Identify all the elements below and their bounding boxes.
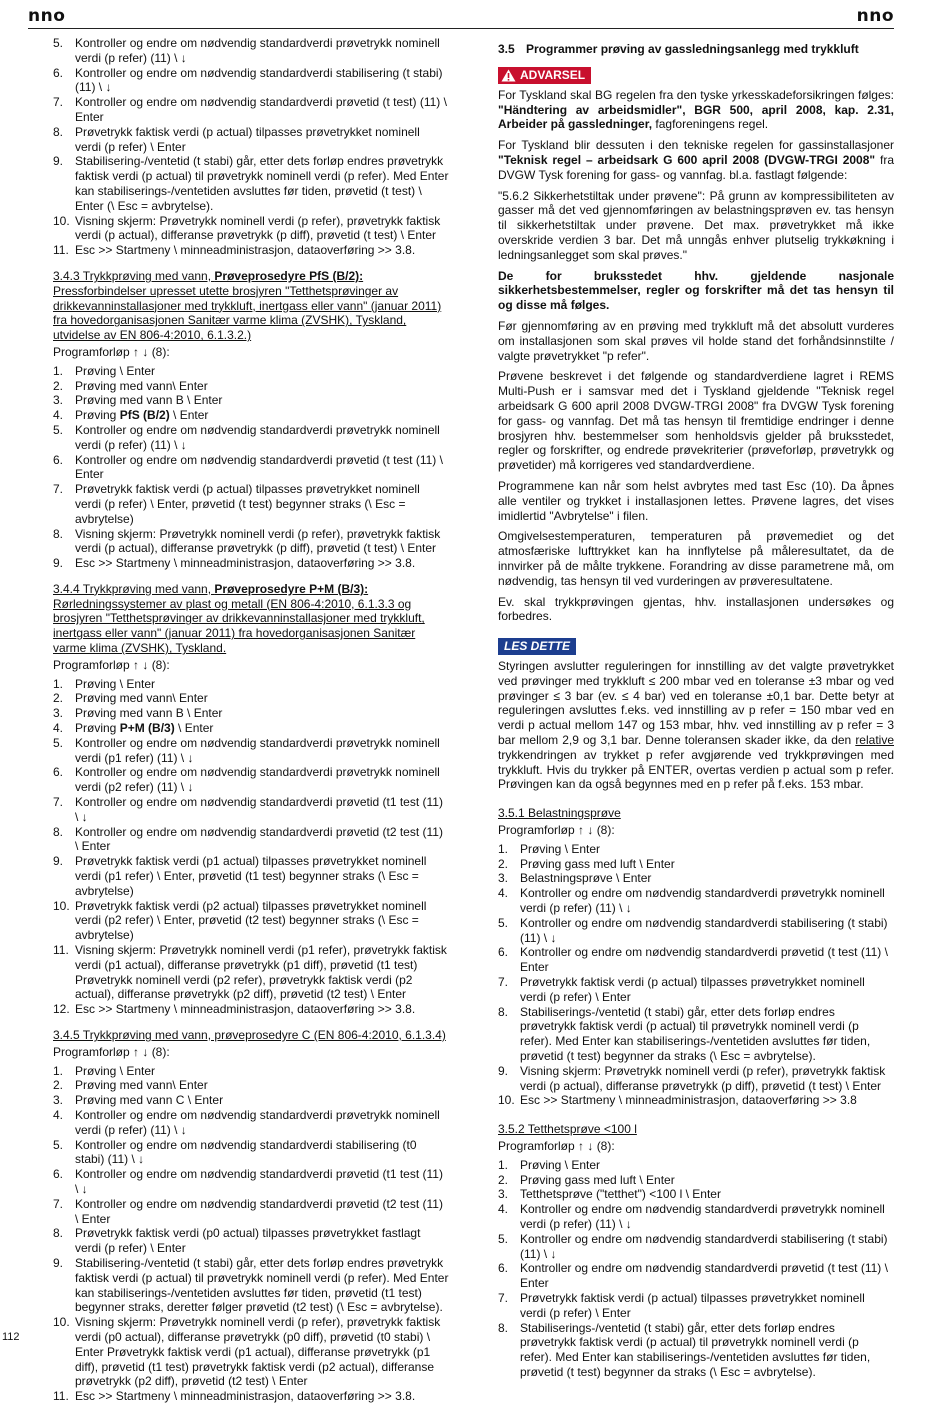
list-item-text: Stabilisering-/ventetid (t stabi) går, etter dets forløp endres prøvetrykk faktisk verdi (p actual) til prøvetrykk nominell verdi (p refer). Med Enter kan stabiliserings-/ventetiden avsluttes før tiden, prøvetid (t1 test) begynner straks, deretter følger prøvetid (t2 test) (\ Esc = avbrytelse). — [75, 1255, 449, 1315]
list-item — [498, 1321, 894, 1380]
list-item-text: Kontroller og endre om nødvendig standardverdi prøvetid (t2 test (11) \ Enter — [75, 824, 443, 854]
list-item-number: 2. — [53, 378, 64, 393]
list-item-number: 6. — [498, 945, 509, 960]
list-item — [53, 1093, 449, 1108]
list-item — [53, 214, 449, 244]
list-item-text: Prøvetrykk faktisk verdi (p0 actual) tilpasses prøvetrykket fastlagt verdi (p refer) \ Enter — [75, 1226, 421, 1256]
list-item-text: Kontroller og endre om nødvendig standardverdi prøvetid (t test (11) \ Enter — [520, 945, 888, 975]
header-language-left: nno — [28, 6, 66, 26]
list-item-number: 8. — [53, 1226, 64, 1241]
warning-paragraph-dvgw: For Tyskland blir dessuten i den tekniske regelen for gassinstallasjoner "Teknisk regel – arbeidsark G 600 april 2008 (DVGW-TRGI 2008" fra DVGW Tysk forening for gass- og vannfag. bl.a. fastlagt følgende: — [498, 138, 895, 182]
list-item-text: Kontroller og endre om nødvendig standardverdi prøvetrykk nominell verdi (p1 refer) (11) \ ↓ — [75, 735, 440, 765]
program-sequence-label: Programforløp ↑ ↓ (8): — [53, 657, 170, 672]
steps-list-3-5-2 — [498, 1158, 894, 1380]
list-item — [498, 857, 894, 872]
warning-badge: ADVARSEL — [498, 67, 591, 84]
list-item-number: 5. — [498, 915, 509, 930]
read-this-badge: LES DETTE — [498, 638, 576, 655]
list-item-text: Prøvetrykk faktisk verdi (p actual) tilpasses prøvetrykket nominell verdi (p refer) \ Enter — [520, 1290, 865, 1320]
list-item — [498, 886, 894, 916]
list-item-number: 7. — [53, 482, 64, 497]
list-item-number: 1. — [498, 841, 509, 856]
list-item — [498, 1173, 894, 1188]
header-language-right: nno — [856, 6, 894, 26]
list-item-number: 9. — [498, 1063, 509, 1078]
list-item — [498, 1291, 894, 1321]
list-item-text: Prøvetrykk faktisk verdi (p actual) tilpasses prøvetrykket nominell verdi (p refer) \ Enter, prøvetid (t test) begynner straks (\ Esc = avbrytelse) — [75, 482, 420, 526]
list-item — [53, 154, 449, 213]
list-item-text: Kontroller og endre om nødvendig standardverdi prøvetid (t1 test (11) \ ↓ — [75, 795, 443, 824]
left-column — [53, 36, 449, 1404]
list-item — [53, 453, 449, 483]
list-item-number: 2. — [53, 691, 64, 706]
list-item-text: Kontroller og endre om nødvendig standardverdi prøvetrykk nominell verdi (p refer) (11) \ ↓ — [75, 36, 440, 65]
list-item-number: 2. — [53, 1078, 64, 1093]
program-sequence-label: Programforløp ↑ ↓ (8): — [53, 1044, 170, 1059]
list-item — [53, 125, 449, 155]
paragraph-repeat: Ev. skal trykkprøvingen gjentas, hhv. installasjonen undersøkes og forbedres. — [498, 594, 894, 624]
list-item — [53, 1002, 449, 1017]
steps-list-3-5-1 — [498, 842, 894, 1108]
list-item-text: Prøving med vann\ Enter — [75, 1078, 208, 1093]
list-item-text: Stabiliserings-/ventetid (t stabi) går, etter dets forløp endres prøvetrykk faktisk verdi (p actual) til prøvetrykk nominell verdi (p refer). Med Enter kan stabiliserings-/ventetiden avsluttes før tiden, prøvetid (t test) begynner da straks (\ Esc = avbrytelse). — [520, 1004, 871, 1064]
list-item — [53, 1064, 449, 1079]
list-item-text: Prøving P+M (B/3) \ Enter — [75, 721, 214, 736]
list-item-number: 3. — [53, 393, 64, 408]
list-item-text: Prøving PfS (B/2) \ Enter — [75, 408, 209, 423]
list-item-number: 8. — [53, 824, 64, 839]
list-item-number: 8. — [498, 1320, 509, 1335]
list-item — [53, 527, 449, 557]
list-item — [53, 825, 449, 855]
list-item-number: 2. — [498, 1172, 509, 1187]
list-item — [498, 1064, 894, 1094]
list-item — [53, 721, 449, 736]
list-item-text: Visning skjerm: Prøvetrykk nominell verdi (p refer), prøvetrykk faktisk verdi (p actual), differanse prøvetrykk (p diff), prøvetid (t test) \ Enter — [75, 526, 441, 556]
section-3-4-5-title: 3.4.5 Trykkprøving med vann, prøveprosedyre C (EN 806-4:2010, 6.1.3.4) — [53, 1028, 446, 1042]
list-item-number: 6. — [53, 452, 64, 467]
list-item-text: Kontroller og endre om nødvendig standardverdi stabilisering (t stabi) (11) \ ↓ — [75, 65, 443, 95]
list-item — [53, 765, 449, 795]
list-item — [498, 1261, 894, 1291]
list-item-number: 8. — [53, 124, 64, 139]
list-item-number: 6. — [53, 65, 64, 80]
list-item-number: 5. — [53, 735, 64, 750]
list-item-text: Esc >> Startmeny \ minneadministrasjon, dataoverføring >> 3.8. — [75, 556, 416, 571]
list-item — [53, 482, 449, 526]
list-item — [53, 1226, 449, 1256]
list-item-number: 9. — [53, 154, 64, 169]
list-item-text: Kontroller og endre om nødvendig standardverdi stabilisering (t stabi) (11) \ ↓ — [520, 1231, 888, 1261]
list-item-number: 7. — [53, 95, 64, 110]
list-item-text: Kontroller og endre om nødvendig standardverdi prøvetid (t test (11) \ Enter — [520, 1261, 888, 1291]
paragraph-assessment: Før gjennomføring av en prøving med trykkluft må det absolutt vurderes om installasjonen som skal prøves vil holde stand det forhåndsinnstilte / valgte prøvetrykket "p refer". — [498, 318, 894, 363]
list-item — [498, 871, 894, 886]
list-item-text: Prøving med vann B \ Enter — [75, 393, 223, 408]
list-item — [53, 943, 449, 1002]
program-sequence-label: Programforløp ↑ ↓ (8): — [498, 1139, 615, 1153]
list-item-number: 4. — [498, 1202, 509, 1217]
list-item — [53, 556, 449, 571]
list-item — [53, 691, 449, 706]
list-item-text: Kontroller og endre om nødvendig standardverdi prøvetid (t2 test (11) \ Enter — [75, 1196, 443, 1226]
quote-paragraph: "5.6.2 Sikkerhetstiltak under prøvene": På grunn av kompressibiliteten av gasser må det ved gjennomføringen av belastningsprøven ev. tas hensyn til sikkerhetstiltak under prøvene. Det max. prøvetrykket må ikke overskride verdien 3 bar. Det må unngås enhver plutselig trykkøkning i ledningsanlegget som skal prøves." — [498, 188, 894, 262]
list-item — [498, 1005, 894, 1064]
list-item-text: Visning skjerm: Prøvetrykk nominell verdi (p refer), prøvetrykk faktisk verdi (p0 actual), differanse prøvetrykk (p0 diff), prøvetid (t0 stabi) \ Enter Prøvetrykk faktisk verdi (p1 actual), differanse prøvetrykk (p1 diff), prøvetid (t1 test) prøvetrykk faktisk verdi (p2 actual), differanse prøvetrykk (p2 diff), prøvetid (t2 test) \ Enter — [75, 1315, 441, 1389]
list-item — [498, 916, 894, 946]
list-item — [53, 736, 449, 766]
list-item-number: 3. — [53, 1093, 64, 1108]
list-item-number: 4. — [53, 721, 64, 736]
page-number: 112 — [2, 1331, 20, 1343]
section-3-4-4-title: 3.4.4 Trykkprøving med vann, Prøveprosedyre P+M (B/3): Rørledningssystemer av plast og metall (EN 806-4:2010, 6.1.3.3 og brosjyren "Tetthetsprøvinger av drikkevanninstallasjoner med trykkluft, inertgass eller vann" (januar 2011) fra hovedorganisasjonen Sanitær varme klima (ZVSHK), Tyskland. — [53, 581, 425, 656]
list-item-text: Visning skjerm: Prøvetrykk nominell verdi (p refer), prøvetrykk faktisk verdi (p actual), differanse prøvetrykk (p diff), prøvetid (t test) \ Enter — [75, 213, 441, 243]
list-item-text: Prøving \ Enter — [75, 676, 156, 691]
list-item — [498, 1158, 894, 1173]
list-item — [53, 1256, 449, 1315]
warning-triangle-icon — [501, 69, 516, 82]
list-item-number: 10. — [53, 1315, 70, 1330]
steps-list-continued — [53, 36, 449, 258]
list-item-number: 11. — [53, 943, 69, 958]
list-item-text: Kontroller og endre om nødvendig standardverdi prøvetid (t test) (11) \ Enter — [75, 95, 447, 124]
list-item-text: Prøvetrykk faktisk verdi (p2 actual) tilpasses prøvetrykket nominell verdi (p2 refer) \ Enter, prøvetid (t2 test) begynner straks (\ Esc = avbrytelse) — [75, 898, 427, 943]
list-item-text: Prøvetrykk faktisk verdi (p actual) tilpasses prøvetrykket nominell verdi (p refer) \ Enter — [75, 124, 420, 154]
list-item-number: 3. — [498, 1187, 509, 1202]
list-item — [53, 393, 449, 408]
list-item-text: Prøving \ Enter — [520, 1157, 601, 1172]
list-item-text: Prøving gass med luft \ Enter — [520, 1172, 675, 1187]
list-item — [498, 975, 894, 1005]
list-item — [53, 66, 449, 96]
list-item — [53, 854, 449, 898]
list-item-text: Prøving med vann C \ Enter — [75, 1093, 224, 1108]
list-item-number: 6. — [53, 1167, 64, 1182]
list-item — [498, 1093, 894, 1108]
list-item-number: 1. — [53, 363, 64, 378]
paragraph-tolerance: Styringen avslutter reguleringen for innstilling av det valgte prøvetrykket ved prøvinger med trykkluft ≤ 200 mbar ved en toleranse ±3 mbar og ved prøvinger ≤ 3 bar (ev. ≤ 4 bar) ved en toleranse ±0,1 bar. Dette betyr at reguleringen avsluttes f.eks. ved innstilling av p refer = 150 mbar ved en verdi p actual mellom 147 og 153 mbar, hhv. ved innstilling av p refer = 3 bar mellom 2,9 og 3,1 bar. Denne toleransen skader ikke, da den relative trykkendringen av trykket p refer avgjørende ved trykkprøvingen med trykkluft. Hvis du trykker på ENTER, overtas verdien p actual som p refer. Prøvingen kan da også begynnes med en p refer på f.eks. 153 mbar. — [498, 659, 894, 792]
list-item-text: Kontroller og endre om nødvendig standardverdi prøvetid (t test (11) \ Enter — [75, 452, 443, 482]
list-item — [53, 95, 449, 125]
list-item-number: 7. — [53, 1196, 64, 1211]
list-item-number: 6. — [498, 1261, 509, 1276]
list-item-text: Esc >> Startmeny \ minneadministrasjon, dataoverføring >> 3.8. — [75, 243, 416, 258]
list-item — [498, 945, 894, 975]
list-item — [53, 1108, 449, 1138]
section-3-5-2-title: 3.5.2 Tetthetsprøve <100 l — [498, 1122, 637, 1137]
list-item-number: 4. — [53, 1107, 64, 1122]
list-item — [498, 1232, 894, 1262]
section-3-5-heading: 3.5 Programmer prøving av gassledningsanlegg med trykkluft — [498, 42, 859, 56]
list-item-text: Prøving gass med luft \ Enter — [520, 856, 675, 871]
list-item — [53, 677, 449, 692]
list-item — [53, 1315, 449, 1389]
paragraph-standards: Prøvene beskrevet i det følgende og standardverdiene lagret i REMS Multi-Push er i samsvar med det i Tyskland gjeldende "Teknisk regel arbeidsark G 600 april 2008 DVGW-TRGI 2008" fra DVGW Tysk forening for gass- og vannfag. Det må tas hensyn til fremtidige endringer i denne brosjyren hhv. bestemmelser som henholdsvis gjelder på bruksstedet, regler og forskrifter, og endrede prøvekriterier (prøveforløp, prøvetrykk og prøvetider) må korrigeres ved standardverdiene. — [498, 369, 894, 473]
list-item-number: 5. — [498, 1231, 509, 1246]
steps-list-3-4-3 — [53, 364, 449, 571]
list-item — [53, 423, 449, 453]
list-item — [53, 1197, 449, 1227]
list-item-number: 5. — [53, 1137, 64, 1152]
list-item-number: 10. — [498, 1093, 515, 1108]
list-item-text: Belastningsprøve \ Enter — [520, 871, 652, 886]
steps-list-3-4-4 — [53, 677, 449, 1017]
header-divider — [28, 28, 894, 29]
list-item — [498, 1202, 894, 1232]
list-item-text: Esc >> Startmeny \ minneadministrasjon, dataoverføring >> 3.8. — [75, 1389, 416, 1404]
list-item — [53, 36, 449, 66]
steps-list-3-4-5 — [53, 1064, 449, 1404]
list-item-number: 5. — [53, 36, 64, 50]
list-item-number: 9. — [53, 854, 64, 869]
safety-paragraph: De for bruksstedet hhv. gjeldende nasjonale sikkerhetsbestemmelser, regler og forskrifter må det tas hensyn til og disse må følges. — [498, 268, 894, 313]
list-item-number: 7. — [53, 795, 64, 810]
list-item-number: 8. — [53, 526, 64, 541]
list-item — [498, 842, 894, 857]
list-item-number: 1. — [53, 1063, 64, 1078]
list-item-number: 9. — [53, 556, 64, 571]
list-item — [53, 1078, 449, 1093]
list-item-number: 2. — [498, 856, 509, 871]
list-item-text: Visning skjerm: Prøvetrykk nominell verdi (p1 refer), prøvetrykk faktisk verdi (p1 actual), differanse prøvetrykk (p1 diff), prøvetid (t1 test) Prøvetrykk nominell verdi (p2 refer), prøvetrykk faktisk verdi (p2 actual), differanse prøvetrykk (p2 diff), prøvetid (t2 test) \ Enter — [75, 943, 447, 1002]
right-column — [498, 36, 894, 1380]
list-item — [53, 899, 449, 943]
warning-paragraph-bg: For Tyskland skal BG regelen fra den tyske yrkesskadeforsikringen følges: "Händtering av arbeidsmidler", BGR 500, april 2008, kap. 2.31, Arbeider på gassledninger, fagforeningens regel. — [498, 87, 894, 132]
list-item-text: Kontroller og endre om nødvendig standardverdi prøvetrykk nominell verdi (p refer) (11) \ ↓ — [75, 1107, 440, 1137]
list-item-text: Kontroller og endre om nødvendig standardverdi prøvetrykk nominell verdi (p refer) (11) \ ↓ — [520, 1202, 885, 1231]
list-item-number: 4. — [498, 886, 509, 901]
list-item — [53, 379, 449, 394]
list-item-text: Kontroller og endre om nødvendig standardverdi stabilisering (t stabi) (11) \ ↓ — [520, 915, 888, 945]
list-item-text: Prøvetrykk faktisk verdi (p actual) tilpasses prøvetrykket nominell verdi (p refer) \ Enter — [520, 975, 865, 1004]
list-item-number: 7. — [498, 1290, 509, 1305]
list-item — [53, 795, 449, 825]
list-item-text: Esc >> Startmeny \ minneadministrasjon, dataoverføring >> 3.8. — [75, 1002, 416, 1017]
list-item-text: Prøving med vann\ Enter — [75, 691, 208, 706]
list-item — [53, 1389, 449, 1404]
list-item-text: Prøvetrykk faktisk verdi (p1 actual) tilpasses prøvetrykket nominell verdi (p1 refer) \ Enter, prøvetid (t1 test) begynner straks (\ Esc = avbrytelse) — [75, 854, 427, 898]
list-item-text: Prøving \ Enter — [75, 363, 156, 378]
list-item-number: 12. — [53, 1002, 70, 1017]
program-sequence-label: Programforløp ↑ ↓ (8): — [498, 823, 615, 838]
list-item-number: 11. — [53, 1389, 69, 1404]
list-item — [53, 243, 449, 258]
list-item-text: Kontroller og endre om nødvendig standardverdi prøvetid (t1 test (11) \ ↓ — [75, 1167, 443, 1196]
list-item-text: Prøving med vann\ Enter — [75, 378, 208, 393]
list-item-number: 1. — [498, 1157, 509, 1172]
list-item-number: 3. — [498, 871, 509, 886]
list-item-text: Visning skjerm: Prøvetrykk nominell verdi (p refer), prøvetrykk faktisk verdi (p actual), differanse prøvetrykk (p diff), prøvetid (t test) \ Enter — [520, 1063, 886, 1093]
list-item-number: 1. — [53, 676, 64, 691]
list-item — [53, 408, 449, 423]
list-item-text: Tetthetsprøve ("tetthet") <100 l \ Enter — [520, 1187, 721, 1202]
section-3-4-3-title: 3.4.3 Trykkprøving med vann, Prøveprosedyre PfS (B/2): Pressforbindelser upresset utette brosjyren "Tetthetsprøvinger av drikkevanninstallasjoner med trykkluft, inertgass eller vann" (januar 2011) fra hovedorganisasjonen Sanitær varme klima (ZVSHK), Tyskland, utvidelse av EN 806-4:2010, 6.1.3.2.) — [53, 268, 442, 343]
list-item — [498, 1187, 894, 1202]
list-item — [53, 706, 449, 721]
list-item-number: 7. — [498, 975, 509, 990]
list-item-text: Esc >> Startmeny \ minneadministrasjon, dataoverføring >> 3.8 — [520, 1093, 857, 1108]
list-item-text: Stabiliserings-/ventetid (t stabi) går, etter dets forløp endres prøvetrykk faktisk verdi (p actual) til prøvetrykk nominell verdi (p refer). Med Enter kan stabiliserings-/ventetiden avsluttes før tiden, prøvetid (t test) begynner da straks (\ Esc = avbrytelse). — [520, 1320, 871, 1379]
list-item-text: Stabilisering-/ventetid (t stabi) går, etter dets forløp endres prøvetrykk faktisk verdi (p actual) til prøvetrykk nominell verdi (p refer). Med Enter kan stabiliserings-/ventetiden avsluttes før tiden, prøvetid (t test) \ Enter (\ Esc = avbrytelse). — [75, 154, 449, 213]
list-item-text: Prøving \ Enter — [520, 841, 601, 856]
list-item-text: Kontroller og endre om nødvendig standardverdi prøvetrykk nominell verdi (p refer) (11) \ ↓ — [520, 886, 885, 916]
list-item-text: Kontroller og endre om nødvendig standardverdi prøvetrykk nominell verdi (p refer) (11) \ ↓ — [75, 422, 440, 452]
list-item — [53, 364, 449, 379]
paragraph-abort: Programmene kan når som helst avbrytes med tast Esc (10). Da åpnes alle ventiler og trykket i installasjonen lettes. Prøvene lagres, det vises imidlertid "Avbrytelse" i filen. — [498, 478, 894, 523]
list-item-number: 10. — [53, 213, 70, 228]
list-item-number: 6. — [53, 765, 64, 780]
list-item-number: 11. — [53, 243, 69, 258]
list-item-text: Prøving med vann B \ Enter — [75, 706, 223, 721]
list-item — [53, 1138, 449, 1168]
list-item — [53, 1167, 449, 1197]
list-item-text: Kontroller og endre om nødvendig standardverdi prøvetrykk nominell verdi (p2 refer) (11) \ ↓ — [75, 765, 440, 795]
paragraph-temperature: Omgivelsestemperaturen, temperaturen på prøvemediet og det atmosfæriske lufttrykket kan ha innflytelse på måleresultatet, da de innvirker på de målte trykkene. Forandring av disse parametrene må, om nødvendig, tas hensyn til ved vurderingen av prøveresultatene. — [498, 529, 894, 588]
list-item-text: Prøving \ Enter — [75, 1063, 156, 1078]
list-item-text: Kontroller og endre om nødvendig standardverdi stabilisering (t0 stabi) (11) \ ↓ — [75, 1137, 417, 1167]
list-item-number: 5. — [53, 422, 64, 437]
program-sequence-label: Programforløp ↑ ↓ (8): — [53, 344, 170, 359]
list-item-number: 10. — [53, 898, 70, 913]
section-3-5-1-title: 3.5.1 Belastningsprøve — [498, 806, 621, 821]
list-item-number: 4. — [53, 408, 64, 423]
list-item-number: 9. — [53, 1255, 64, 1270]
list-item-number: 8. — [498, 1004, 509, 1019]
list-item-number: 3. — [53, 706, 64, 721]
